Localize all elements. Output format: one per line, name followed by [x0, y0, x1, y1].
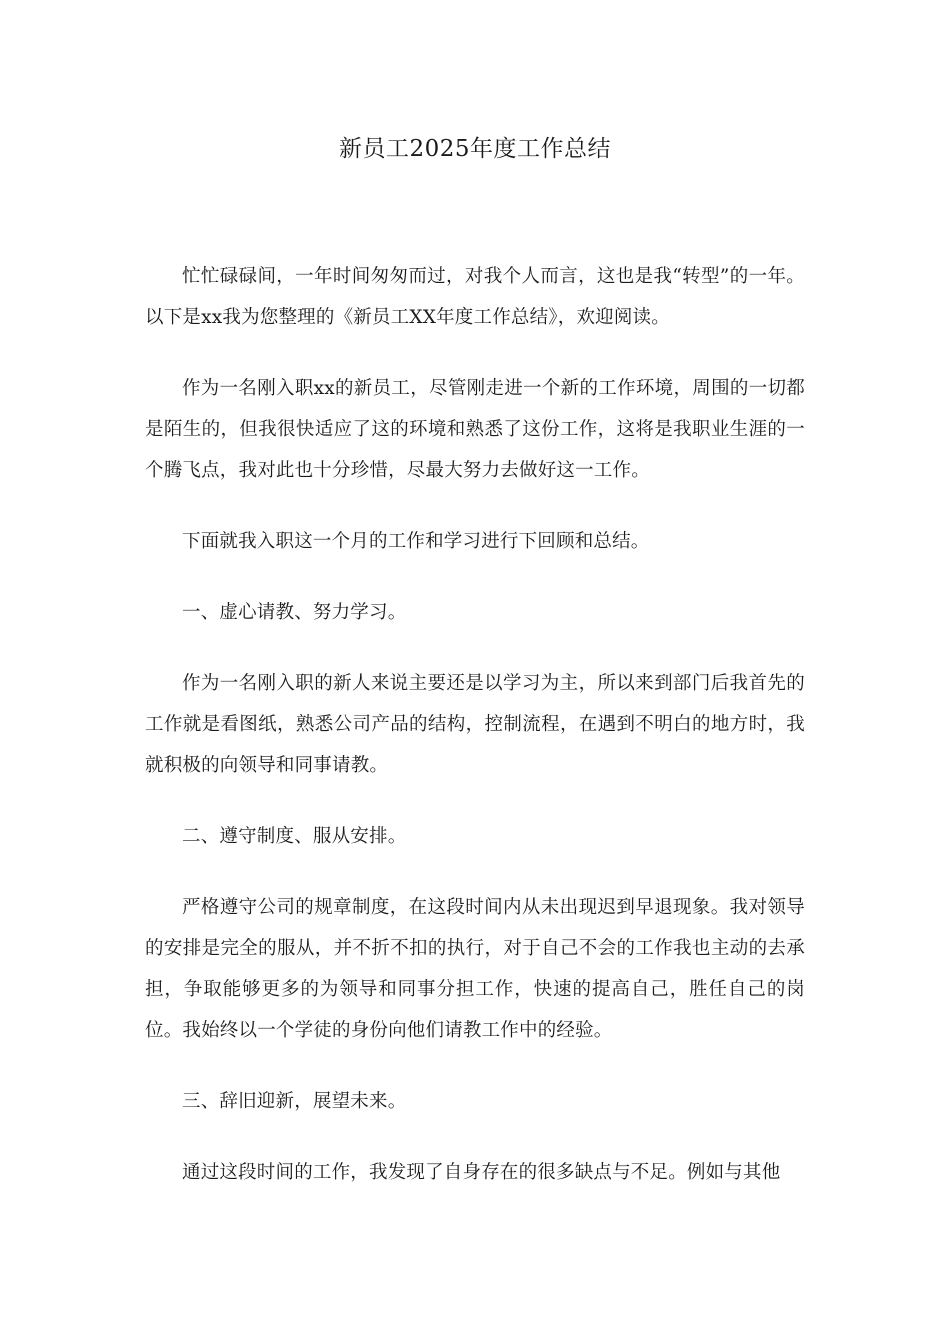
paragraph-new-employee: 作为一名刚入职xx的新员工，尽管刚走进一个新的工作环境，周围的一切都是陌生的，但我很快适应了这的环境和熟悉了这份工作，这将是我职业生涯的一个腾飞点，我对此也十分珍惜，尽最大努力去做好这一工作。 — [145, 378, 805, 481]
paragraph-learning: 作为一名刚入职的新人来说主要还是以学习为主，所以来到部门后我首先的工作就是看图纸，熟悉公司产品的结构，控制流程，在遇到不明白的地方时，我就积极的向领导和同事请教。 — [145, 673, 805, 776]
section-heading-1: 一、虚心请教、努力学习。 — [182, 602, 407, 623]
section-heading-3: 三、辞旧迎新，展望未来。 — [182, 1091, 407, 1112]
paragraph-review-intro: 下面就我入职这一个月的工作和学习进行下回顾和总结。 — [182, 531, 650, 552]
paragraph-rules: 严格遵守公司的规章制度，在这段时间内从未出现迟到早退现象。我对领导的安排是完全的服从，并不折不扣的执行，对于自己不会的工作我也主动的去承担，争取能够更多的为领导和同事分担工作，快速的提高自己，胜任自己的岗位。我始终以一个学徒的身份向他们请教工作中的经验。 — [145, 897, 805, 1041]
paragraph-future: 通过这段时间的工作，我发现了自身存在的很多缺点与不足。例如与其他 — [182, 1162, 781, 1183]
paragraph-intro: 忙忙碌碌间，一年时间匆匆而过，对我个人而言，这也是我“转型”的一年。以下是xx我为您整理的《新员工XX年度工作总结》，欢迎阅读。 — [145, 266, 805, 328]
document-title: 新员工2025年度工作总结 — [338, 136, 612, 162]
section-heading-2: 二、遵守制度、服从安排。 — [182, 826, 407, 847]
document-body — [145, 256, 805, 1223]
